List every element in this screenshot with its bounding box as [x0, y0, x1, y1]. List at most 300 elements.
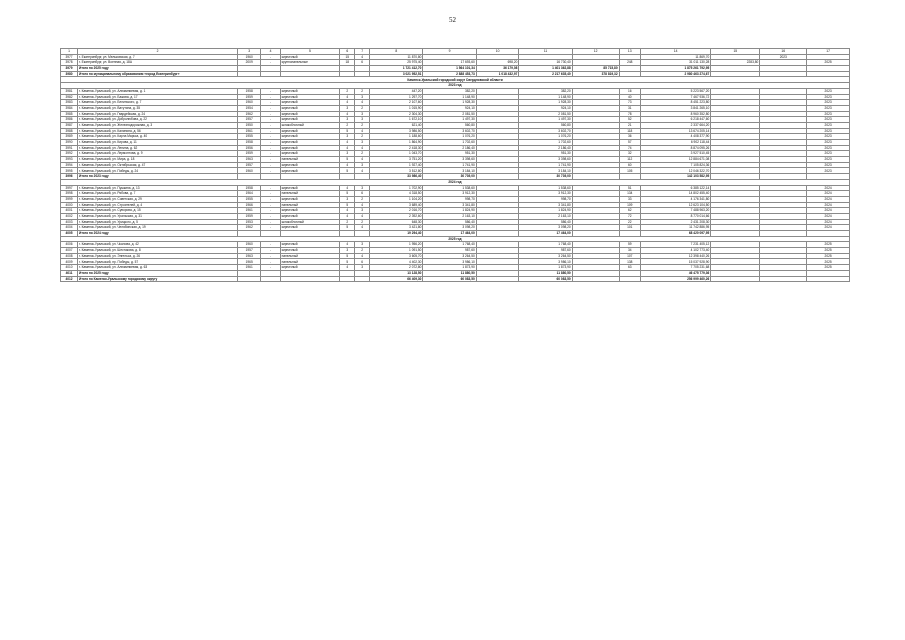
table-cell: - [261, 265, 280, 271]
table-cell: г. Каменск-Уральский, ул. Челябинская, д. 19 [78, 225, 238, 231]
table-cell: 4 [355, 145, 370, 151]
table-cell: 2023 [760, 54, 807, 60]
table-cell: 3 184,10 [519, 168, 572, 174]
table-cell: 4 [340, 111, 355, 117]
table-cell: 25 975,40 [370, 60, 423, 66]
table-cell: 4009 [61, 259, 78, 265]
table-cell: 1 741,90 [519, 162, 572, 168]
table-cell: 2 888 453,73 [423, 71, 476, 77]
table-cell: 2 081,50 [423, 111, 476, 117]
table-cell: 2 [355, 134, 370, 140]
table-cell: 68 420 097,95 [640, 231, 710, 237]
table-cell: 4005 [61, 231, 78, 237]
table-cell [476, 276, 519, 282]
table-cell: 1957 [237, 248, 260, 254]
table-cell: 1 401 362,88 [519, 66, 572, 72]
table-cell: 2 [340, 88, 355, 94]
table-cell: 11 870,80 [370, 54, 423, 60]
table-cell: 3991 [61, 145, 78, 151]
table-cell: - [261, 100, 280, 106]
table-cell: 1 768,40 [519, 242, 572, 248]
table-cell: г. Каменск-Уральский, ул. Строителей, д. 4 [78, 202, 238, 208]
table-cell: 2 [340, 122, 355, 128]
table-cell: - [261, 151, 280, 157]
table-cell: 3981 [61, 88, 78, 94]
table-cell: 4 [340, 208, 355, 214]
table-cell: 3 341,80 [519, 202, 572, 208]
table-cell: г. Каменск-Уральский, ул. Белинского, д. 7 [78, 100, 238, 106]
table-cell: 2023 [807, 157, 850, 163]
table-cell: 1962 [237, 225, 260, 231]
table-cell: крупнопанельные [280, 60, 340, 66]
table-cell: 3 [355, 111, 370, 117]
table-cell: - [261, 117, 280, 123]
table-cell: - [261, 219, 280, 225]
table-cell: 378 819,32 [572, 71, 619, 77]
table-cell: кирпичный [280, 117, 340, 123]
table-cell: г. Каменск-Уральский, ул. Алюминиевая, д. 63 [78, 265, 238, 271]
table-cell: 63 [619, 265, 640, 271]
table-cell: 3 421,80 [370, 225, 423, 231]
table-cell: 7 467 936,72 [640, 94, 710, 100]
table-cell: 2 016,70 [370, 208, 423, 214]
table-cell: 5 [340, 128, 355, 134]
table-cell: 3 986,50 [370, 128, 423, 134]
table-cell: 1 076,20 [423, 134, 476, 140]
table-cell: 4 [355, 54, 370, 60]
table-cell: 998,70 [423, 196, 476, 202]
table-cell: 2025 [807, 248, 850, 254]
column-number-cell: 10 [476, 49, 519, 55]
table-cell: 2023 [807, 162, 850, 168]
table-cell: шлакоблочный [280, 219, 340, 225]
table-cell: - [261, 208, 280, 214]
table-cell: - [261, 140, 280, 146]
table-cell: кирпичный [280, 151, 340, 157]
table-cell: 18 [340, 60, 355, 66]
table-cell: 1 864,90 [370, 140, 423, 146]
column-number-cell: 5 [280, 49, 340, 55]
table-cell: 2023 [807, 105, 850, 111]
table-cell: г. Каменск-Уральский, ул. Ватутина, д. 35 [78, 105, 238, 111]
table-cell: 3 [340, 134, 355, 140]
table-cell: 998,70 [519, 196, 572, 202]
table-cell: панельный [280, 191, 340, 197]
table-cell: кирпичный [280, 140, 340, 146]
table-cell: 22 [619, 219, 640, 225]
table-cell: панельный [280, 259, 340, 265]
table-cell: 586,40 [519, 219, 572, 225]
table-cell: 2 163,10 [519, 213, 572, 219]
table-cell: 3999 [61, 196, 78, 202]
table-cell [760, 276, 807, 282]
table-cell: г. Каменск-Уральский, ул. Энгельса, д. 26 [78, 253, 238, 259]
table-cell: 109 [619, 202, 640, 208]
table-cell: 2023 [807, 134, 850, 140]
table-cell: 118 [619, 128, 640, 134]
table-cell: г. Каменск-Уральский, ул. Рябова, д. 7 [78, 191, 238, 197]
table-cell: 3984 [61, 105, 78, 111]
table-cell: г. Каменск-Уральский, пр. Победы, д. 57 [78, 259, 238, 265]
table-cell: 951,30 [519, 151, 572, 157]
table-cell: 3995 [61, 168, 78, 174]
table-cell: 2 980 463 274,67 [640, 71, 710, 77]
table-cell: - [261, 185, 280, 191]
table-cell: г. Каменск-Уральский, ул. Октябрьская, д. 47 [78, 162, 238, 168]
table-cell: 2 [355, 151, 370, 157]
table-cell: 2 217 635,40 [519, 71, 572, 77]
column-number-cell: 13 [619, 49, 640, 55]
table-cell: панельный [280, 253, 340, 259]
table-cell: 3 341,80 [423, 202, 476, 208]
table-cell [807, 276, 850, 282]
table-cell: 74 [619, 145, 640, 151]
table-cell: 1 702,60 [423, 140, 476, 146]
table-cell: 3 098,20 [519, 225, 572, 231]
section-heading: 2025 год [61, 236, 850, 242]
table-cell: г. Каменск-Уральский, ул. Алюминиевая, д. 1 [78, 88, 238, 94]
table-cell: 1956 [237, 145, 260, 151]
table-cell: 3986 [61, 117, 78, 123]
table-cell: 1 091,50 [370, 248, 423, 254]
column-number-cell: 12 [572, 49, 619, 55]
table-cell: 2009 [237, 60, 260, 66]
table-cell: кирпичный [280, 242, 340, 248]
table-cell: 1965 [237, 259, 260, 265]
table-cell: 3985 [61, 111, 78, 117]
table-cell: панельный [280, 202, 340, 208]
table-cell: 7 705 231,68 [640, 265, 710, 271]
table-cell: кирпичный [280, 196, 340, 202]
table-cell: 4 [340, 140, 355, 146]
table-cell: 2023 [807, 100, 850, 106]
table-cell: 2 392,60 [370, 213, 423, 219]
table-cell: 1961 [237, 265, 260, 271]
table-cell: 1957 [237, 117, 260, 123]
table-cell: 2 431 208,30 [640, 219, 710, 225]
table-cell: 2025 [807, 242, 850, 248]
table-cell [280, 276, 340, 282]
column-number-cell: 16 [760, 49, 807, 55]
table-cell: г. Каменск-Уральский, ул. Мира, д. 18 [78, 157, 238, 163]
table-cell: 12 884 671,08 [640, 157, 710, 163]
table-cell: - [261, 111, 280, 117]
column-number-cell: 14 [640, 49, 710, 55]
table-cell: 1 741,90 [423, 162, 476, 168]
table-cell: - [261, 213, 280, 219]
table-cell: 3 [355, 185, 370, 191]
column-number-cell: 11 [519, 49, 572, 55]
table-cell: 1 875 261 792,95 [640, 66, 710, 72]
table-cell: Итого по муниципальному образованию «город Екатеринбург» [78, 71, 238, 77]
table-cell: 2024 [807, 213, 850, 219]
table-cell: 3 512,80 [370, 168, 423, 174]
table-cell: 6 [355, 60, 370, 66]
table-cell: 4 [355, 157, 370, 163]
table-cell: 12 623 104,50 [640, 202, 710, 208]
table-cell: 3 912,30 [423, 191, 476, 197]
column-number-cell: 4 [261, 49, 280, 55]
table-cell: 11 742 886,95 [640, 225, 710, 231]
table-cell: - [261, 88, 280, 94]
table-cell: 134 [619, 191, 640, 197]
column-number-cell: 6 [340, 49, 355, 55]
column-number-cell: 3 [237, 49, 260, 55]
table-cell: - [261, 94, 280, 100]
table-cell: 3 [355, 94, 370, 100]
table-cell: 1954 [237, 105, 260, 111]
table-cell: 5 [340, 259, 355, 265]
table-cell: 1958 [237, 140, 260, 146]
table-cell: 2 186,40 [423, 145, 476, 151]
table-cell: 36 179,08 [476, 66, 519, 72]
table-cell: 248 [619, 60, 640, 66]
table-cell: 4 [355, 100, 370, 106]
table-cell: 5 [340, 253, 355, 259]
table-cell: 1 721 412,70 [370, 66, 423, 72]
table-cell: 2023 [807, 151, 850, 157]
table-cell: 1 538,60 [423, 185, 476, 191]
table-cell: - [261, 196, 280, 202]
table-cell: 6 902 118,44 [640, 140, 710, 146]
column-number-cell: 8 [370, 49, 423, 55]
table-cell: 1 873,90 [519, 265, 572, 271]
table-cell: 12 398 440,26 [640, 253, 710, 259]
table-cell: 3998 [61, 191, 78, 197]
table-cell: г. Каменск-Уральский, ул. Кирова, д. 11 [78, 140, 238, 146]
table-cell: 4003 [61, 219, 78, 225]
table-cell: 1 497,30 [423, 117, 476, 123]
register-table [60, 48, 850, 282]
table-cell: 2025 [807, 253, 850, 259]
table-cell: 3979 [61, 66, 78, 72]
table-cell: 2025 [807, 60, 850, 66]
table-cell: кирпичный [280, 213, 340, 219]
table-cell: 1961 [237, 128, 260, 134]
table-cell: 2023 [807, 140, 850, 146]
table-cell: г. Каменск-Уральский, ул. Гвардейская, д. 24 [78, 111, 238, 117]
table-cell: 2025 [807, 265, 850, 271]
table-cell: 17 464,00 [519, 231, 572, 237]
table-cell: 8 960 352,80 [640, 111, 710, 117]
table-cell: 2023 [807, 128, 850, 134]
page-number: 52 [449, 16, 456, 24]
table-cell: 4 [340, 185, 355, 191]
table-cell: 1955 [237, 196, 260, 202]
table-cell: 2 [355, 248, 370, 254]
table-cell: 3988 [61, 128, 78, 134]
table-cell: - [261, 225, 280, 231]
table-cell: 13 674 205,14 [640, 128, 710, 134]
table-cell: 1960 [237, 100, 260, 106]
table-cell: 3 [340, 105, 355, 111]
table-cell: 3982 [61, 94, 78, 100]
table-cell: 3 [355, 117, 370, 123]
table-cell: 3 398,60 [519, 157, 572, 163]
table-cell: 5 [340, 191, 355, 197]
table-cell: г. Каменск-Уральский, ул. Карла Маркса, д. 40 [78, 134, 238, 140]
table-cell: 4012 [61, 276, 78, 282]
table-cell: 11 880,50 [519, 270, 572, 276]
table-cell: 3 927 510,45 [640, 151, 710, 157]
table-cell: кирпичный [280, 94, 340, 100]
table-cell: 987,60 [423, 248, 476, 254]
table-cell: 560,80 [519, 122, 572, 128]
table-cell: 1959 [237, 151, 260, 157]
table-cell: г. Екатеринбург, ул. Мельковская, д. 7 [78, 54, 238, 60]
table-cell: 3977 [61, 54, 78, 60]
table-cell: 1963 [237, 157, 260, 163]
table-cell: 3 398,60 [423, 157, 476, 163]
table-cell: 8 451 223,80 [640, 100, 710, 106]
table-cell: кирпичный [280, 208, 340, 214]
table-cell: 17 464,00 [423, 231, 476, 237]
table-cell: 1 104,20 [370, 196, 423, 202]
table-cell: 3 [355, 140, 370, 146]
table-cell: 57 [619, 140, 640, 146]
table-cell: 60 083,50 [423, 276, 476, 282]
table-cell: 6 [355, 259, 370, 265]
table-cell: 7 105 824,36 [640, 162, 710, 168]
table-cell: - [261, 191, 280, 197]
table-cell: 3 [340, 151, 355, 157]
table-cell: 1 672,10 [370, 117, 423, 123]
table-cell: - [261, 157, 280, 163]
table-cell: - [261, 202, 280, 208]
table-cell: 4 [355, 128, 370, 134]
table-cell: 2283,80 [711, 60, 760, 66]
table-cell: - [261, 145, 280, 151]
table-cell: 2 304,30 [370, 111, 423, 117]
column-number-cell: 17 [807, 49, 850, 55]
table-cell: 105 [619, 168, 640, 174]
table-cell: 1960 [237, 54, 260, 60]
table-cell: 1 702,90 [370, 185, 423, 191]
table-cell: 4001 [61, 208, 78, 214]
table-cell: 1 015,90 [370, 105, 423, 111]
table-cell: 1957 [237, 162, 260, 168]
table-cell: 5 [340, 225, 355, 231]
table-cell: кирпичный [280, 88, 340, 94]
table-cell: 1959 [237, 94, 260, 100]
table-cell: 1959 [237, 213, 260, 219]
table-cell: 4011 [61, 270, 78, 276]
table-cell: 1 497,30 [519, 117, 572, 123]
table-cell: 2024 [807, 196, 850, 202]
table-cell: 36 [619, 134, 640, 140]
table-cell: 586,40 [423, 219, 476, 225]
table-cell: 3 [340, 248, 355, 254]
table-cell: 60 083,50 [519, 276, 572, 282]
table-cell: 2 107,60 [370, 100, 423, 106]
table-cell: 2 [340, 219, 355, 225]
table-cell: г. Каменск-Уральский, ул. Урицкого, д. 5 [78, 219, 238, 225]
table-cell: кирпичный [280, 105, 340, 111]
table-cell: 1 043,70 [370, 151, 423, 157]
table-cell: 2025 [807, 259, 850, 265]
table-cell: 4 [355, 168, 370, 174]
table-cell: 3 [355, 162, 370, 168]
table-cell: 2 081,50 [519, 111, 572, 117]
table-cell: 1 702,60 [519, 140, 572, 146]
table-cell: 2 [355, 105, 370, 111]
table-cell: г. Каменск-Уральский, ул. Шестакова, д. 8 [78, 248, 238, 254]
table-cell: 78 [619, 111, 640, 117]
table-cell: 107 [619, 253, 640, 259]
table-cell: 1 928,30 [423, 100, 476, 106]
table-cell: - [261, 248, 280, 254]
table-cell: 2 163,10 [423, 213, 476, 219]
table-cell: - [261, 259, 280, 265]
table-cell: 924,10 [423, 105, 476, 111]
table-cell: - [261, 242, 280, 248]
table-cell: 1 873,90 [423, 265, 476, 271]
table-cell: 1 927,40 [370, 162, 423, 168]
table-cell: 2 337 664,20 [640, 122, 710, 128]
table-cell: 3 [340, 117, 355, 123]
table-cell: 8 874 095,26 [640, 145, 710, 151]
table-cell: 382,20 [423, 88, 476, 94]
table-cell: кирпичный [280, 248, 340, 254]
table-cell: 951,30 [423, 151, 476, 157]
table-cell: 4 318,50 [370, 191, 423, 197]
table-cell: 32 [619, 151, 640, 157]
column-number-cell: 2 [78, 49, 238, 55]
table-cell: 3 986,10 [423, 259, 476, 265]
table-cell: 34 [619, 248, 640, 254]
table-cell: г. Каменск-Уральский, ул. Железнодорожная, д. 3 [78, 122, 238, 128]
table-cell: 3 264,50 [519, 253, 572, 259]
table-cell: 17 693,60 [423, 60, 476, 66]
table-cell: 5 [340, 202, 355, 208]
column-number-cell: 7 [355, 49, 370, 55]
table-cell: 2024 [807, 225, 850, 231]
table-cell: 4 [355, 225, 370, 231]
table-cell: 256 999 460,26 [640, 276, 710, 282]
table-cell: 1 076,20 [519, 134, 572, 140]
table-cell: 1966 [237, 202, 260, 208]
table-cell [572, 276, 619, 282]
table-cell: 1963 [237, 253, 260, 259]
table-cell: 1962 [237, 111, 260, 117]
table-cell: Итого по 2025 году [78, 270, 238, 276]
table-cell [261, 276, 280, 282]
table-cell: 72 [619, 213, 640, 219]
table-cell: 3978 [61, 60, 78, 66]
table-cell: кирпичный [280, 168, 340, 174]
table-cell: 7 488 963,20 [640, 208, 710, 214]
section-heading: Каменск-Уральский городской округ Свердловской области [61, 77, 850, 83]
table-cell: 60 [619, 162, 640, 168]
table-cell: 2024 [807, 219, 850, 225]
table-cell: г. Каменск-Уральский, ул. Пушкина, д. 13 [78, 185, 238, 191]
table-cell: 16 [619, 88, 640, 94]
table-cell: 1 018 432,97 [476, 71, 519, 77]
table-cell: 1953 [237, 219, 260, 225]
table-cell: 1 956,20 [370, 242, 423, 248]
table-cell: 4 402,30 [370, 259, 423, 265]
table-cell: 987,60 [519, 248, 572, 254]
table-cell: 3987 [61, 122, 78, 128]
table-cell: кирпичный [280, 111, 340, 117]
table-cell [711, 276, 760, 282]
table-cell: кирпичный [280, 185, 340, 191]
table-cell: 7 231 405,12 [640, 242, 710, 248]
table-cell: г. Каменск-Уральский, ул. Добролюбова, д. 22 [78, 117, 238, 123]
table-cell: - [261, 168, 280, 174]
table-cell: 2 418,30 [370, 145, 423, 151]
table-cell: 3997 [61, 185, 78, 191]
